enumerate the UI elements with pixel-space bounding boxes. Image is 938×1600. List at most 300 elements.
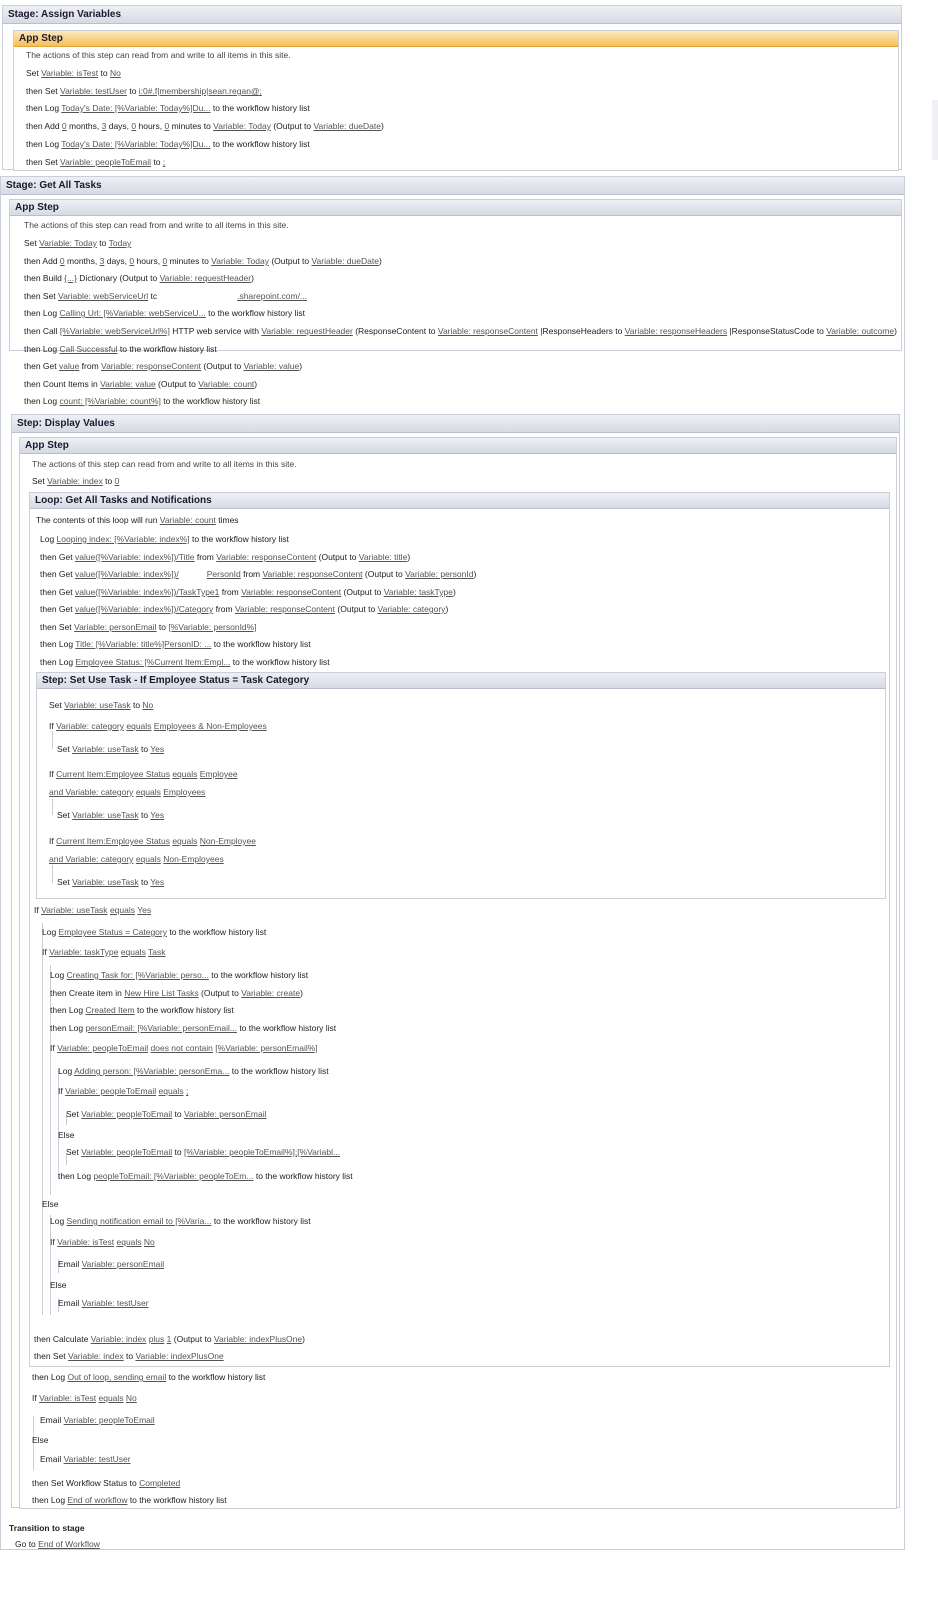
action-text: then Log [24, 308, 60, 318]
parameter-link[interactable]: Variable: useTask [64, 700, 131, 710]
action-text: to [130, 700, 143, 710]
parameter-link[interactable]: Variable: responseHeaders [624, 326, 728, 336]
parameter-link[interactable]: Adding person: [%Variable: personEma... [74, 1066, 230, 1076]
parameter-link[interactable]: Calling Url: [%Variable: webServiceU... [59, 308, 206, 318]
action-text: to [102, 476, 115, 486]
action-line [49, 835, 256, 847]
action-text: If [50, 1237, 58, 1247]
action-text: to [96, 238, 109, 248]
parameter-link[interactable]: value([%Variable: index%])/TaskType1 [74, 587, 220, 597]
action-text: months, [66, 121, 102, 131]
action-line [40, 1453, 131, 1465]
action-text: from [240, 569, 263, 579]
loop-title[interactable]: Loop: Get All Tasks and Notifications [30, 493, 889, 509]
parameter-link[interactable]: Variable: testUser [81, 1298, 149, 1308]
action-text: then Log [26, 103, 62, 113]
parameter-link[interactable]: equals [126, 721, 152, 731]
parameter-link[interactable]: Variable: title [358, 552, 408, 562]
parameter-link[interactable]: Variable: Today [39, 238, 97, 248]
parameter-link[interactable]: End of workflow [67, 1495, 128, 1505]
action-text: If [49, 836, 57, 846]
action-text: If [32, 1393, 40, 1403]
action-text: The contents of this loop will run [36, 515, 160, 525]
parameter-link[interactable]: Variable: indexPlusOne [135, 1351, 224, 1361]
action-text: (Output to [198, 988, 242, 998]
parameter-link[interactable]: Task [148, 947, 166, 957]
parameter-link[interactable]: 0 [114, 476, 120, 486]
action-line [40, 656, 330, 668]
parameter-link[interactable]: Variable: count [159, 515, 216, 525]
parameter-link[interactable]: Variable: responseContent [262, 569, 363, 579]
scrollbar[interactable] [932, 100, 938, 160]
parameter-link[interactable]: [%Variable: personId%] [168, 622, 257, 632]
action-text: to the workflow history list [189, 534, 289, 544]
parameter-link[interactable]: Variable: useTask [72, 877, 139, 887]
parameter-link[interactable]: peopleToEmail: [%Variable: peopleToEm... [93, 1171, 254, 1181]
action-text: Dictionary (Output to [76, 273, 160, 283]
parameter-link[interactable]: Employee Status: [%Current Item:Empl... [75, 657, 231, 667]
parameter-link[interactable]: Variable: peopleToEmail [81, 1109, 173, 1119]
action-text: to [156, 622, 169, 632]
parameter-link[interactable]: 0 [61, 121, 67, 131]
action-text: to the workflow history list [127, 1495, 227, 1505]
transition-title: Transition to stage [9, 1523, 85, 1533]
action-text: Email [40, 1454, 64, 1464]
action-line [50, 1022, 336, 1034]
parameter-link[interactable]: Variable: personEmail [81, 1259, 165, 1269]
parameter-link[interactable]: Employee [199, 769, 238, 779]
app-step-title[interactable]: App Step [20, 438, 896, 454]
parameter-link[interactable]: Variable: peopleToEmail [63, 1415, 155, 1425]
action-line [40, 533, 289, 545]
parameter-link[interactable]: No [142, 700, 154, 710]
action-text: (Output to [171, 1334, 214, 1344]
action-line [26, 156, 165, 168]
action-line [24, 360, 302, 372]
parameter-link[interactable]: plus [148, 1334, 165, 1344]
action-line [40, 621, 257, 633]
action-line [26, 138, 310, 150]
action-line [66, 1146, 340, 1158]
parameter-link[interactable]: Variable: indexPlusOne [213, 1334, 303, 1344]
parameter-link[interactable]: Current Item:Employee Status [56, 769, 170, 779]
parameter-link[interactable]: 0 [131, 121, 137, 131]
action-text: then Build [24, 273, 65, 283]
action-line [66, 1108, 267, 1120]
action-text: to the workflow history list [210, 103, 310, 113]
parameter-link[interactable]: Variable: personEmail [74, 622, 157, 632]
action-text: Log [50, 1216, 67, 1226]
parameter-link[interactable]: Variable: responseContent [234, 604, 336, 614]
use-task-title[interactable]: Step: Set Use Task - If Employee Status = Task Category [37, 673, 885, 689]
action-line [32, 1434, 49, 1446]
action-text: from [213, 604, 235, 614]
action-text: then Set [34, 1351, 69, 1361]
parameter-link[interactable]: Variable: category [65, 854, 134, 864]
action-line [26, 102, 310, 114]
action-line [24, 343, 217, 355]
action-text: Set [57, 877, 73, 887]
action-text: minutes to [167, 256, 212, 266]
action-line [15, 1538, 100, 1550]
parameter-link[interactable]: 0 [162, 256, 168, 266]
parameter-link[interactable]: 3 [101, 121, 107, 131]
action-line [58, 1258, 164, 1270]
parameter-link[interactable]: [%Variable: peopleToEmail%];[%Variabl... [183, 1147, 341, 1157]
action-text: (Output to [316, 552, 359, 562]
action-text: then Log [50, 1005, 86, 1015]
action-text: Email [40, 1415, 64, 1425]
action-text: then Log [32, 1495, 68, 1505]
action-text: If [34, 905, 42, 915]
action-text: ) [473, 569, 477, 579]
action-line [49, 720, 267, 732]
parameter-link[interactable]: Variable: testUser [63, 1454, 131, 1464]
action-text: times [215, 515, 239, 525]
parameter-link[interactable]: .sharepoint.com/... [237, 291, 308, 301]
action-text: Email [58, 1298, 82, 1308]
action-text: tc [148, 291, 158, 301]
parameter-link[interactable]: Created Item [85, 1005, 135, 1015]
parameter-link[interactable]: Variable: peopleToEmail [81, 1147, 173, 1157]
action-line [58, 1170, 353, 1182]
parameter-link[interactable]: and [49, 787, 66, 797]
action-line [58, 1129, 75, 1141]
action-text: to [138, 744, 151, 754]
action-line [26, 67, 121, 79]
parameter-link[interactable]: count: [%Variable: count%] [59, 396, 161, 406]
if-indent-bar [52, 865, 53, 883]
action-text: to the workflow history list [205, 308, 305, 318]
action-line [40, 586, 456, 598]
parameter-link[interactable]: 0 [59, 256, 65, 266]
if-indent-bar [52, 731, 53, 749]
action-line [32, 1371, 265, 1383]
parameter-link[interactable]: Variable: isTest [57, 1237, 115, 1247]
parameter-link[interactable]: Variable: webServiceUrl [58, 291, 149, 301]
parameter-link[interactable]: Employees [163, 787, 206, 797]
parameter-link[interactable]: Employee Status = Category [58, 927, 167, 937]
action-line [32, 1392, 137, 1404]
action-text: ) [254, 379, 258, 389]
parameter-link[interactable]: Variable: responseContent [101, 361, 202, 371]
action-text: to the workflow history list [210, 139, 310, 149]
action-text: then Set [26, 157, 61, 167]
action-text: Set [57, 744, 73, 754]
parameter-link[interactable]: i:0#.f|membership|sean.regan@; [138, 86, 262, 96]
parameter-link[interactable]: Variable: index [47, 476, 103, 486]
action-text: to [138, 877, 151, 887]
action-line [40, 568, 476, 580]
action-line [40, 551, 410, 563]
if-indent-bar [52, 799, 53, 815]
parameter-link[interactable]: 3 [99, 256, 105, 266]
action-text: then Create item in [50, 988, 125, 998]
parameter-link[interactable]: and [49, 854, 66, 864]
action-text: then Log [58, 1171, 94, 1181]
action-text: Log [42, 927, 59, 937]
action-text: to [172, 1109, 184, 1119]
app-step-block [9, 199, 902, 406]
parameter-link[interactable]: value([%Variable: index%])/Category [74, 604, 214, 614]
action-text: Else [32, 1435, 49, 1445]
parameter-link[interactable]: equals [172, 836, 198, 846]
action-line [24, 255, 382, 267]
action-text: (Output to [268, 256, 312, 266]
parameter-link[interactable]: Yes [150, 810, 165, 820]
parameter-link[interactable]: Variable: isTest [41, 68, 99, 78]
parameter-link[interactable]: Sending notification email to [%Varia... [66, 1216, 212, 1226]
action-text: to the workflow history list [134, 1005, 234, 1015]
action-line [40, 1414, 155, 1426]
parameter-link[interactable]: equals [135, 854, 161, 864]
action-text: Set [49, 700, 65, 710]
action-text: to [126, 86, 139, 96]
parameter-link[interactable]: {...} [64, 273, 77, 283]
action-text: ) [380, 121, 384, 131]
parameter-link[interactable]: Variable: responseContent [241, 587, 342, 597]
parameter-link[interactable]: Variable: create [241, 988, 301, 998]
parameter-link[interactable]: Variable: useTask [72, 810, 139, 820]
parameter-link[interactable]: Yes [150, 744, 165, 754]
action-text: ) [407, 552, 411, 562]
action-text: then Set [26, 86, 61, 96]
parameter-link[interactable]: Variable: testUser [60, 86, 127, 96]
parameter-link[interactable]: 1 [166, 1334, 172, 1344]
parameter-link[interactable]: Variable: dueDate [311, 256, 379, 266]
parameter-link[interactable]: Variable: category [56, 721, 124, 731]
parameter-link[interactable]: Out of loop, sending email [67, 1372, 167, 1382]
parameter-link[interactable]: [%Variable: personEmail%] [215, 1043, 318, 1053]
parameter-link[interactable]: End of Workflow [38, 1539, 100, 1549]
action-text: (Output to [201, 361, 244, 371]
action-line [26, 120, 384, 132]
parameter-link[interactable]: Variable: count [198, 379, 255, 389]
action-text: |ResponseHeaders to [537, 326, 625, 336]
step-note: The actions of this step can read from and write to all items in this site. [24, 220, 289, 230]
action-text: to [172, 1147, 184, 1157]
parameter-link[interactable]: Yes [137, 905, 152, 915]
parameter-link[interactable]: Employees & Non-Employees [153, 721, 267, 731]
action-text: then Log [50, 1023, 86, 1033]
action-line [42, 926, 266, 938]
parameter-link[interactable]: Variable: value [100, 379, 156, 389]
action-line [57, 809, 164, 821]
action-line [57, 743, 164, 755]
parameter-link[interactable]: value([%Variable: index%])/ [74, 569, 179, 579]
if-indent-bar [42, 923, 43, 1315]
parameter-link[interactable]: ; [162, 157, 166, 167]
parameter-link[interactable]: equals [120, 947, 146, 957]
parameter-link[interactable]: Variable: peopleToEmail [65, 1086, 157, 1096]
parameter-link[interactable]: New Hire List Tasks [124, 988, 199, 998]
action-text: then Calculate [34, 1334, 91, 1344]
action-text: minutes to [169, 121, 214, 131]
parameter-link[interactable]: Title: [%Variable: title%]PersonID: ... [75, 639, 212, 649]
action-text: then Set Workflow Status to [32, 1478, 140, 1488]
action-text: from [219, 587, 242, 597]
parameter-link[interactable]: equals [116, 1237, 142, 1247]
parameter-link[interactable]: PersonId [206, 569, 241, 579]
action-line [42, 946, 166, 958]
parameter-link[interactable]: Variable: taskType [383, 587, 453, 597]
parameter-link[interactable]: Variable: peopleToEmail [60, 157, 152, 167]
action-text: Set [26, 68, 42, 78]
parameter-link[interactable]: Non-Employee [199, 836, 256, 846]
parameter-link[interactable]: Looping index: [%Variable: index%] [56, 534, 190, 544]
parameter-link[interactable]: equals [158, 1086, 184, 1096]
action-text: then Log [40, 657, 76, 667]
if-indent-bar [50, 1215, 51, 1315]
action-text: to [123, 1351, 136, 1361]
action-text: then Call [24, 326, 60, 336]
action-text: then Set [40, 622, 75, 632]
action-text: ) [300, 988, 303, 998]
parameter-link[interactable]: personEmail: [%Variable: personEmail... [85, 1023, 237, 1033]
parameter-link[interactable]: equals [98, 1393, 124, 1403]
parameter-link[interactable]: Variable: outcome [826, 326, 895, 336]
action-text: hours, [134, 256, 163, 266]
parameter-link[interactable]: Call Successful [59, 344, 118, 354]
parameter-link[interactable]: Variable: category [377, 604, 446, 614]
action-line [32, 1477, 180, 1489]
parameter-link[interactable]: Variable: Today [211, 256, 269, 266]
parameter-link[interactable]: equals [172, 769, 198, 779]
parameter-link[interactable]: Variable: value [243, 361, 300, 371]
action-line [24, 325, 897, 337]
parameter-link[interactable]: Variable: requestHeader [261, 326, 353, 336]
parameter-link[interactable]: value [58, 361, 80, 371]
action-text: then Get [40, 552, 75, 562]
action-line [50, 1236, 155, 1248]
stage-assign-variables [2, 5, 902, 170]
stage-title[interactable]: Stage: Get All Tasks [1, 177, 904, 195]
action-text: then Set [24, 291, 59, 301]
parameter-link[interactable]: does not contain [150, 1043, 213, 1053]
parameter-link[interactable]: Variable: personEmail [183, 1109, 267, 1119]
action-text: (Output to [341, 587, 384, 597]
action-text: Else [50, 1280, 67, 1290]
action-text: If [49, 769, 57, 779]
action-text: from [79, 361, 102, 371]
action-line [24, 290, 307, 302]
parameter-link[interactable]: Yes [150, 877, 165, 887]
action-text: ) [452, 587, 456, 597]
action-text: then Count Items in [24, 379, 101, 389]
parameter-link[interactable]: Variable: category [65, 787, 134, 797]
parameter-link[interactable]: Variable: useTask [72, 744, 139, 754]
stage-title[interactable]: Stage: Assign Variables [3, 6, 901, 24]
action-text: Email [58, 1259, 82, 1269]
action-text: Set [32, 476, 48, 486]
action-line [24, 237, 131, 249]
action-text: ) [299, 361, 303, 371]
parameter-link[interactable]: 0 [129, 256, 135, 266]
action-text: HTTP web service with [169, 326, 262, 336]
action-text: ) [894, 326, 897, 336]
parameter-link[interactable]: Variable: responseContent [437, 326, 538, 336]
action-line [32, 475, 119, 487]
parameter-link[interactable]: Variable: dueDate [313, 121, 381, 131]
action-line [32, 1494, 227, 1506]
parameter-link[interactable]: equals [135, 787, 161, 797]
stage-get-all-tasks [0, 176, 905, 1550]
app-step-block [19, 437, 897, 1509]
action-text: Go to [15, 1539, 39, 1549]
action-text: then Log [32, 1372, 68, 1382]
action-line [57, 876, 164, 888]
parameter-link[interactable]: Variable: responseContent [216, 552, 317, 562]
parameter-link[interactable]: Variable: requestHeader [159, 273, 252, 283]
action-text: (ResponseContent to [352, 326, 438, 336]
app-step-title[interactable]: App Step [10, 200, 901, 216]
parameter-link[interactable]: Non-Employees [163, 854, 224, 864]
parameter-link[interactable]: Current Item:Employee Status [56, 836, 170, 846]
parameter-link[interactable]: Completed [139, 1478, 181, 1488]
action-text: days, [104, 256, 130, 266]
action-line [49, 786, 205, 798]
action-text: to the workflow history list [229, 1066, 329, 1076]
action-line [34, 904, 151, 916]
parameter-link[interactable]: Variable: index [68, 1351, 124, 1361]
action-text: months, [64, 256, 100, 266]
parameter-link[interactable]: Creating Task for: [%Variable: perso... [66, 970, 209, 980]
parameter-link[interactable]: Variable: index [90, 1334, 147, 1344]
parameter-link[interactable]: ; [185, 1086, 189, 1096]
action-text: ) [445, 604, 449, 614]
action-line [24, 395, 260, 407]
parameter-link[interactable]: Today [108, 238, 132, 248]
action-line [26, 85, 262, 97]
parameter-link[interactable]: Today's Date: [%Variable: Today%]Du... [61, 103, 211, 113]
step-note: The actions of this step can read from and write to all items in this site. [32, 459, 297, 469]
step-set-use-task [36, 672, 886, 899]
action-text: Log [50, 970, 67, 980]
parameter-link[interactable]: Variable: useTask [41, 905, 108, 915]
action-text: to [98, 68, 110, 78]
action-text: to the workflow history list [211, 639, 311, 649]
parameter-link[interactable]: Variable: isTest [39, 1393, 97, 1403]
parameter-link[interactable]: No [143, 1237, 155, 1247]
step-title[interactable]: Step: Display Values [12, 415, 899, 433]
action-text: (Output to [155, 379, 199, 389]
action-text: Log [40, 534, 57, 544]
parameter-link[interactable]: No [109, 68, 121, 78]
parameter-link[interactable]: equals [109, 905, 135, 915]
parameter-link[interactable]: Variable: peopleToEmail [57, 1043, 149, 1053]
action-text: then Get [24, 361, 59, 371]
action-text: then Log [24, 396, 60, 406]
parameter-link[interactable]: 0 [164, 121, 170, 131]
loop-block [29, 492, 890, 1367]
parameter-link[interactable]: Variable: Today [213, 121, 271, 131]
action-text: Set [66, 1147, 82, 1157]
action-text: If [42, 947, 50, 957]
action-text: |ResponseStatusCode to [727, 326, 827, 336]
action-text: to the workflow history list [166, 927, 267, 937]
parameter-link[interactable]: Variable: personId [405, 569, 474, 579]
parameter-link[interactable]: Today's Date: [%Variable: Today%]Du... [61, 139, 211, 149]
action-line [58, 1297, 149, 1309]
parameter-link[interactable]: Variable: taskType [49, 947, 119, 957]
app-step-title[interactable]: App Step [14, 31, 898, 47]
action-text: from [194, 552, 217, 562]
parameter-link[interactable]: [%Variable: webServiceUrl%] [59, 326, 170, 336]
parameter-link[interactable]: No [125, 1393, 137, 1403]
parameter-link[interactable]: value([%Variable: index%])/Title [74, 552, 195, 562]
action-line [34, 1333, 305, 1345]
action-line [40, 638, 311, 650]
